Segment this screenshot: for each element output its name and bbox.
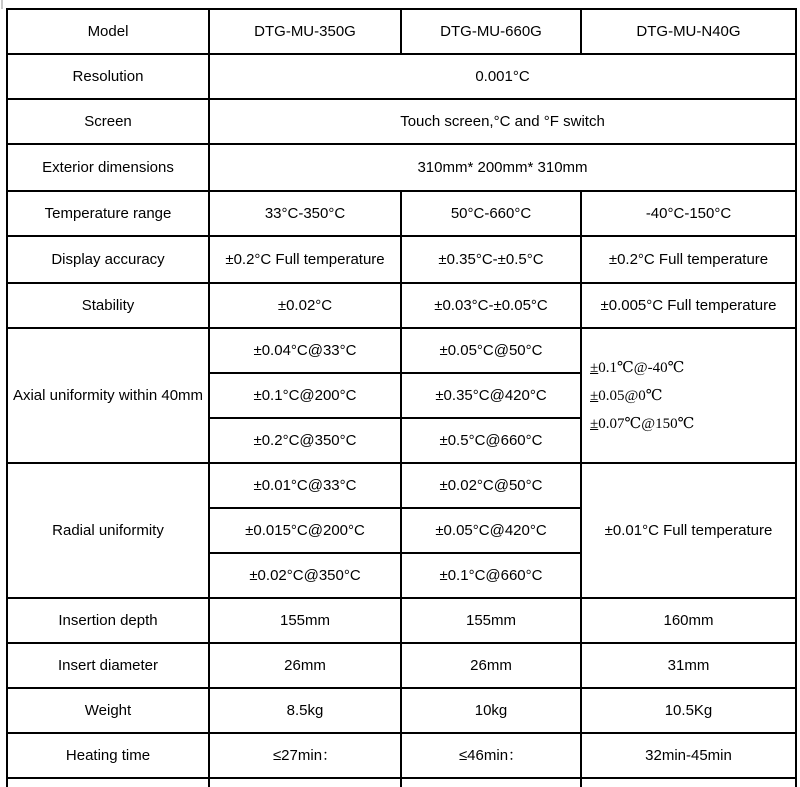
row-weight <box>7 688 796 733</box>
radial-n40g-cell: ±0.01°C Full temperature <box>581 463 796 598</box>
row-display-accuracy <box>7 236 796 283</box>
temperature-range-row-label: Temperature range <box>7 191 209 236</box>
insertion-depth-n40g-cell: 160mm <box>581 598 796 643</box>
row-resolution <box>7 54 796 99</box>
radial-350g-350c-cell: ±0.02°C@350°C <box>209 553 401 598</box>
stability-660g-cell: ±0.03°C-±0.05°C <box>401 283 581 328</box>
model-660g-cell: DTG-MU-660G <box>401 9 581 54</box>
row-temperature-range <box>7 191 796 236</box>
heating-time-row-label: Heating time <box>7 733 209 778</box>
model-row-label: Model <box>7 9 209 54</box>
radial-660g-420c-cell: ±0.05°C@420°C <box>401 508 581 553</box>
screenshot-edge-artifact <box>1 0 3 9</box>
stability-n40g-cell: ±0.005°C Full temperature <box>581 283 796 328</box>
radial-350g-200c-cell: ±0.015°C@200°C <box>209 508 401 553</box>
row-stability <box>7 283 796 328</box>
insertion-depth-row-label: Insertion depth <box>7 598 209 643</box>
radial-660g-50c-cell: ±0.02°C@50°C <box>401 463 581 508</box>
weight-row-label: Weight <box>7 688 209 733</box>
insert-diameter-row-label: Insert diameter <box>7 643 209 688</box>
exterior-dimensions-value-cell: 310mm* 200mm* 310mm <box>209 144 796 191</box>
resolution-value-cell: 0.001°C <box>209 54 796 99</box>
model-n40g-cell: DTG-MU-N40G <box>581 9 796 54</box>
temperature-range-660g-cell: 50°C-660°C <box>401 191 581 236</box>
spec-table <box>6 8 797 787</box>
screen-value-cell: Touch screen,°C and °F switch <box>209 99 796 144</box>
partial-row-cell <box>581 778 796 787</box>
row-heating-time <box>7 733 796 778</box>
heating-time-350g-cell: ≤27min： <box>209 733 401 778</box>
row-screen <box>7 99 796 144</box>
row-radial-uniformity-1 <box>7 463 796 508</box>
model-350g-cell: DTG-MU-350G <box>209 9 401 54</box>
row-exterior-dimensions <box>7 144 796 191</box>
weight-660g-cell: 10kg <box>401 688 581 733</box>
stability-350g-cell: ±0.02°C <box>209 283 401 328</box>
axial-uniformity-row-label: Axial uniformity within 40mm <box>7 328 209 463</box>
display-accuracy-660g-cell: ±0.35°C-±0.5°C <box>401 236 581 283</box>
radial-350g-33c-cell: ±0.01°C@33°C <box>209 463 401 508</box>
axial-350g-33c-cell: ±0.04°C@33°C <box>209 328 401 373</box>
row-insertion-depth <box>7 598 796 643</box>
heating-time-n40g-cell: 32min-45min <box>581 733 796 778</box>
axial-350g-350c-cell: ±0.2°C@350°C <box>209 418 401 463</box>
row-partial-cutoff <box>7 778 796 787</box>
display-accuracy-row-label: Display accuracy <box>7 236 209 283</box>
partial-row-cell <box>209 778 401 787</box>
temperature-range-n40g-cell: -40°C-150°C <box>581 191 796 236</box>
screen-row-label: Screen <box>7 99 209 144</box>
axial-660g-660c-cell: ±0.5°C@660°C <box>401 418 581 463</box>
row-insert-diameter <box>7 643 796 688</box>
row-model <box>7 9 796 54</box>
axial-660g-50c-cell: ±0.05°C@50°C <box>401 328 581 373</box>
radial-660g-660c-cell: ±0.1°C@660°C <box>401 553 581 598</box>
axial-n40g-line-1: ±0.1℃@-40℃ <box>590 359 685 376</box>
weight-350g-cell: 8.5kg <box>209 688 401 733</box>
partial-row-cell <box>7 778 209 787</box>
axial-n40g-line-3: ±0.07℃@150℃ <box>590 415 695 432</box>
display-accuracy-350g-cell: ±0.2°C Full temperature <box>209 236 401 283</box>
axial-660g-420c-cell: ±0.35°C@420°C <box>401 373 581 418</box>
axial-n40g-line-2: ±0.05@0℃ <box>590 387 663 404</box>
row-axial-uniformity-1 <box>7 328 796 373</box>
insert-diameter-n40g-cell: 31mm <box>581 643 796 688</box>
temperature-range-350g-cell: 33°C-350°C <box>209 191 401 236</box>
partial-row-cell <box>401 778 581 787</box>
weight-n40g-cell: 10.5Kg <box>581 688 796 733</box>
resolution-row-label: Resolution <box>7 54 209 99</box>
radial-uniformity-row-label: Radial uniformity <box>7 463 209 598</box>
insertion-depth-350g-cell: 155mm <box>209 598 401 643</box>
axial-350g-200c-cell: ±0.1°C@200°C <box>209 373 401 418</box>
display-accuracy-n40g-cell: ±0.2°C Full temperature <box>581 236 796 283</box>
stability-row-label: Stability <box>7 283 209 328</box>
insertion-depth-660g-cell: 155mm <box>401 598 581 643</box>
insert-diameter-350g-cell: 26mm <box>209 643 401 688</box>
insert-diameter-660g-cell: 26mm <box>401 643 581 688</box>
heating-time-660g-cell: ≤46min： <box>401 733 581 778</box>
axial-n40g-cell <box>581 328 796 463</box>
exterior-dimensions-row-label: Exterior dimensions <box>7 144 209 191</box>
